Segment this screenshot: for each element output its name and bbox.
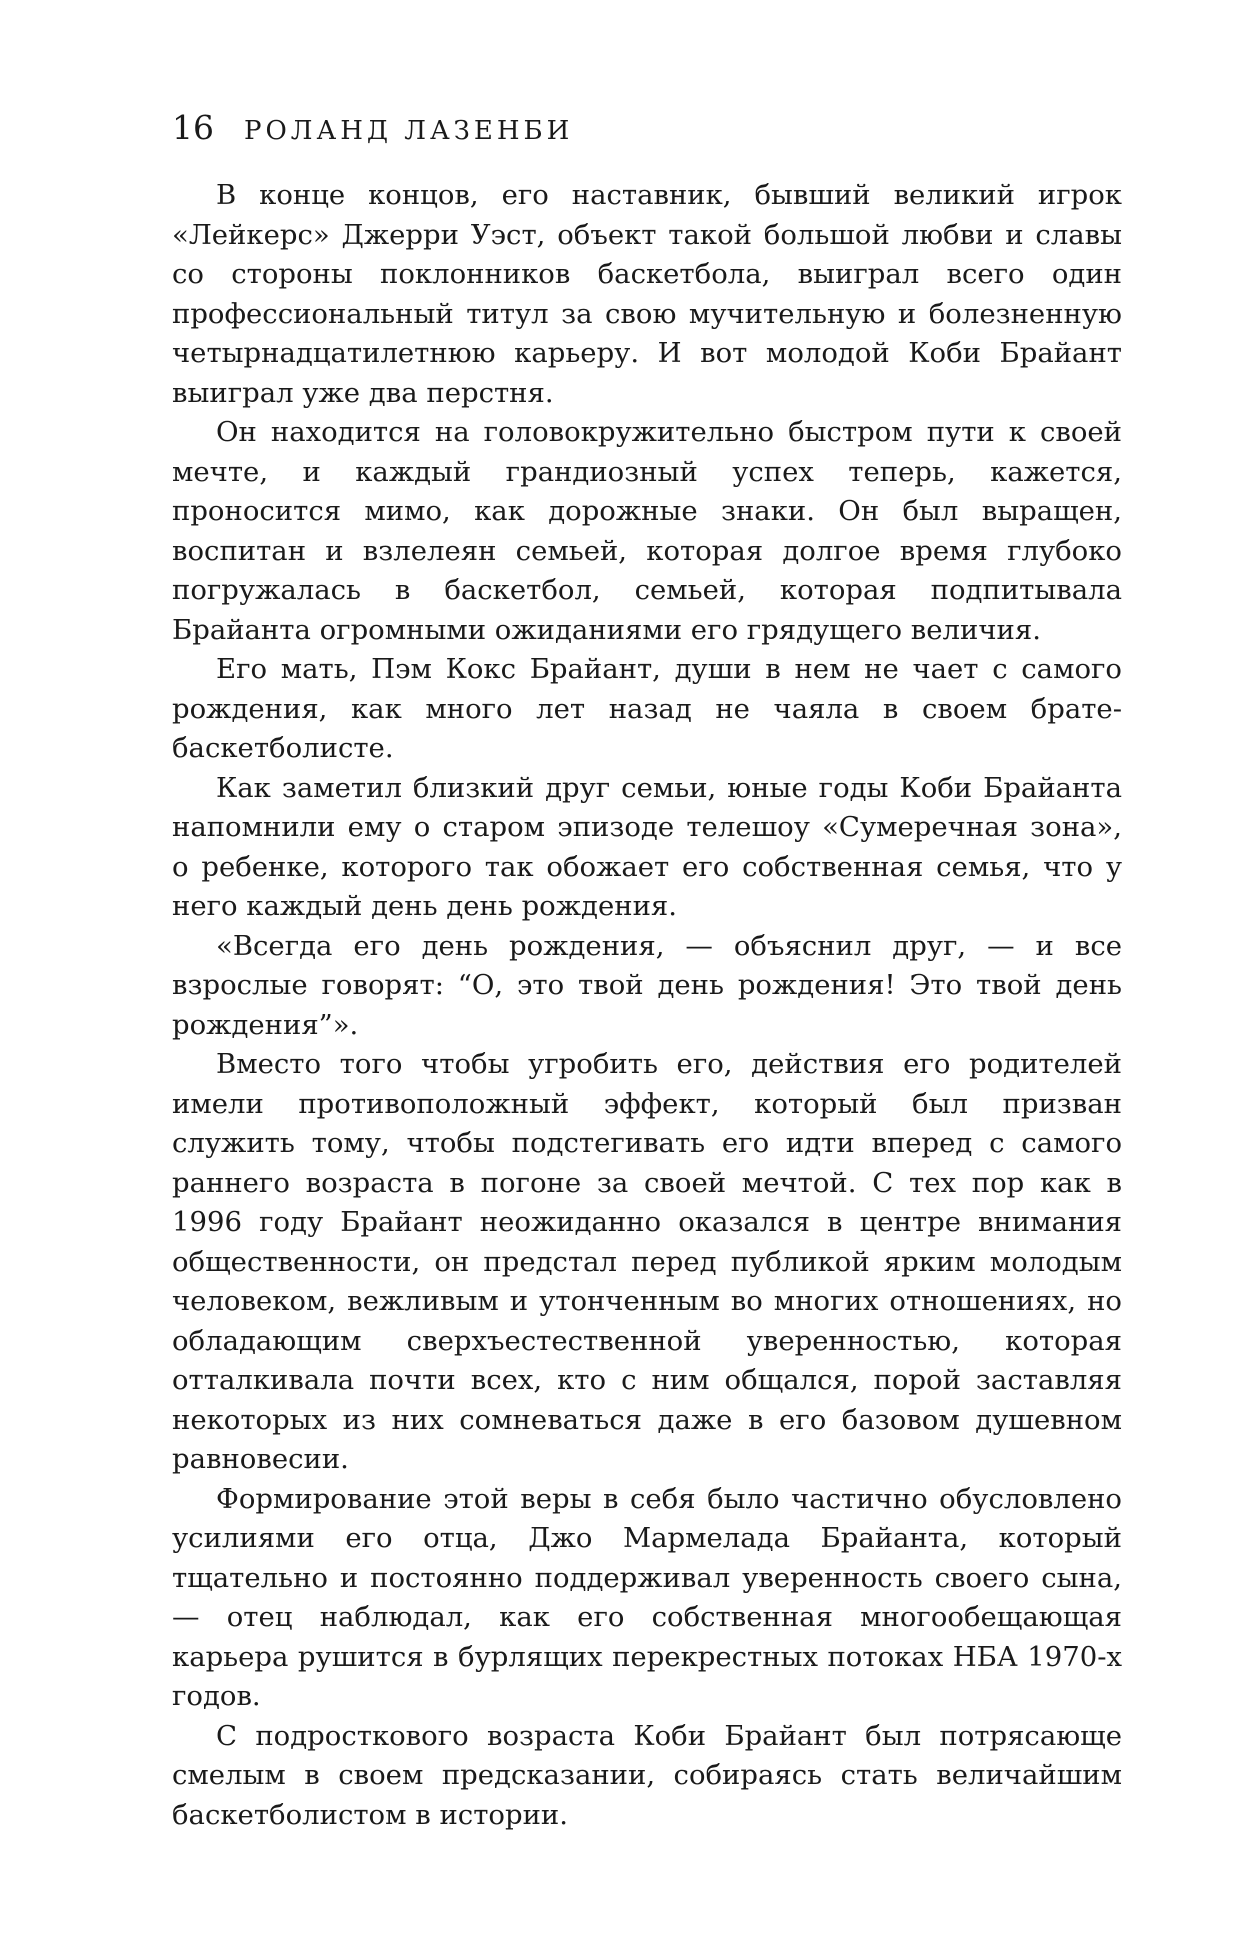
- running-head: [172, 108, 573, 152]
- paragraph: В конце концов, его наставник, бывший великий игрок «Лейкерс» Джерри Уэст, объект такой большой любви и славы со стороны поклонников баскетбола, выиграл всего один профессиональный титул за свою мучительную и болезненную четырнадцатилетнюю карьеру. И вот молодой Коби Брайант выиграл уже два перстня.: [172, 179, 1122, 409]
- author-name: РОЛАНД ЛАЗЕНБИ: [244, 116, 574, 146]
- paragraph: Как заметил близкий друг семьи, юные годы Коби Брайанта напомнили ему о старом эпизоде телешоу «Сумеречная зона», о ребенке, которого так обожает его собственная семья, что у него каждый день день рождения.: [172, 771, 1122, 922]
- paragraph: «Всегда его день рождения, — объяснил друг, — и все взрослые говорят: “О, это твой день рождения! Это твой день рождения”».: [172, 929, 1122, 1041]
- paragraph: С подросткового возраста Коби Брайант был потрясающе смелым в своем предсказании, собираясь стать величайшим баскетболистом в истории.: [172, 1719, 1122, 1831]
- paragraph: Вместо того чтобы угробить его, действия его родителей имели противоположный эффект, который был призван служить тому, чтобы подстегивать его идти вперед с самого раннего возраста в погоне за своей мечтой. С тех пор как в 1996 году Брайант неожиданно оказался в центре внимания общественности, он предстал перед публикой ярким молодым человеком, вежливым и утонченным во многих отношениях, но обладающим сверхъестественной уверенностью, которая отталкивала почти всех, кто с ним общался, порой заставляя некоторых из них сомневаться даже в его базовом душевном равновесии.: [172, 1048, 1122, 1475]
- paragraph: Его мать, Пэм Кокс Брайант, души в нем не чает с самого рождения, как много лет назад не чаяла в своем брате-баскетболисте.: [172, 653, 1122, 764]
- paragraph: Формирование этой веры в себя было частично обусловлено усилиями его отца, Джо Мармелада Брайанта, который тщательно и постоянно поддерживал уверенность своего сына, — отец наблюдал, как его собственная многообещающая карьера рушится в бурлящих перекрестных потоках НБА 1970-х годов.: [172, 1482, 1122, 1712]
- body-text: [172, 176, 1122, 1835]
- page-number: 16: [172, 108, 214, 147]
- paragraph: Он находится на головокружительно быстром пути к своей мечте, и каждый грандиозный успех теперь, кажется, проносится мимо, как дорожные знаки. Он был выращен, воспитан и взлелеян семьей, которая долгое время глубоко погружалась в баскетбол, семьей, которая подпитывала Брайанта огромными ожиданиями его грядущего величия.: [172, 416, 1122, 646]
